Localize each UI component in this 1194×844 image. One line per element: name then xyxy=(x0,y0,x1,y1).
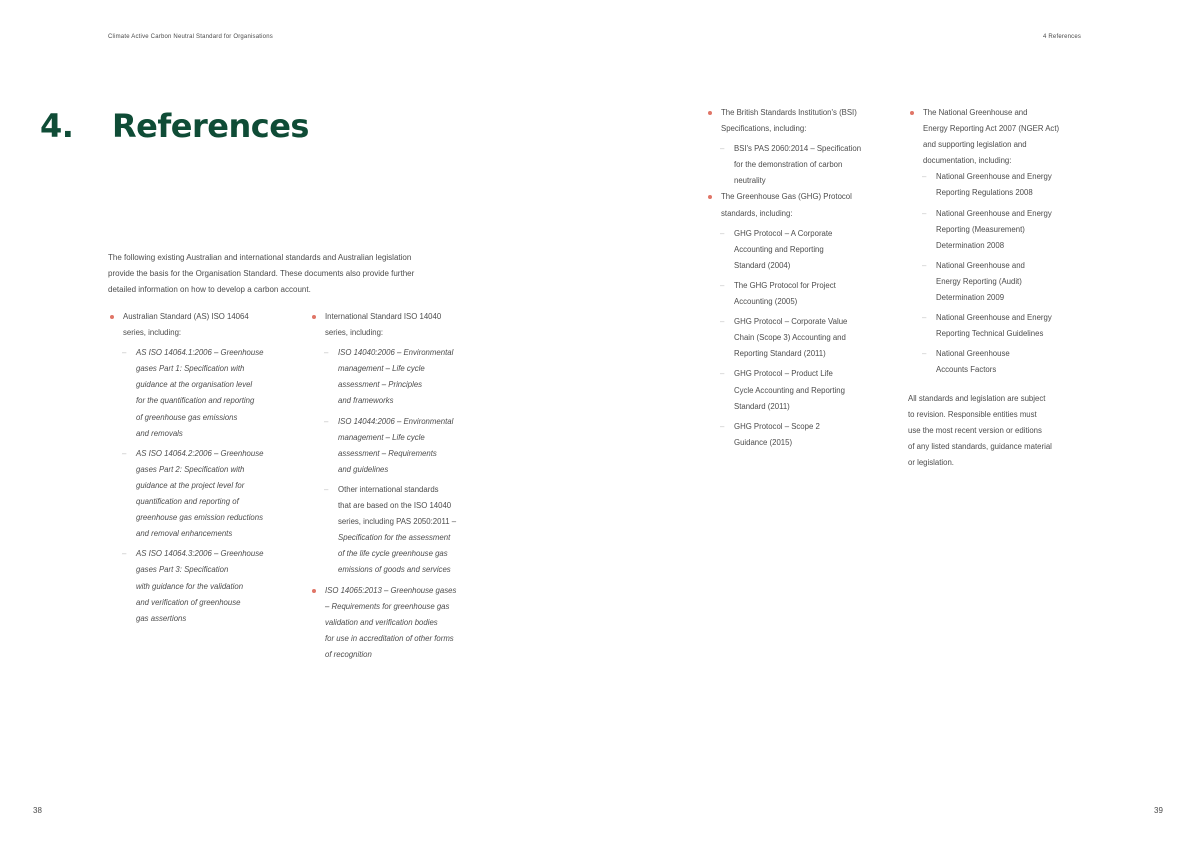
sub-text: National Greenhouse and xyxy=(936,260,1025,270)
sub-text: management – Life cycle xyxy=(338,364,425,374)
sub-list-item xyxy=(909,258,1099,306)
sub-text: AS ISO 14064.1:2006 – Greenhouse xyxy=(136,348,264,358)
dash-marker: – xyxy=(922,349,927,359)
sub-text: Reporting Technical Guidelines xyxy=(936,329,1044,339)
sub-list-item xyxy=(909,169,1099,201)
bullet-dot xyxy=(110,315,114,319)
dash-marker: – xyxy=(324,484,329,494)
note-line: of any listed standards, guidance material xyxy=(908,441,1052,451)
bullet-dot xyxy=(910,111,914,115)
sub-text: National Greenhouse and Energy xyxy=(936,313,1052,323)
dash-marker: – xyxy=(122,448,127,458)
page-title: References xyxy=(112,107,309,145)
bullet-text: standards, including: xyxy=(721,208,793,218)
note-line: All standards and legislation are subject xyxy=(908,393,1046,403)
sub-text: for the quantification and reporting xyxy=(136,396,255,406)
sub-text: Accounting and Reporting xyxy=(734,244,824,254)
list-item xyxy=(707,189,897,221)
bullet-text: series, including: xyxy=(123,328,182,338)
list-item xyxy=(311,583,506,663)
sub-text: Cycle Accounting and Reporting xyxy=(734,385,845,395)
references-column-4 xyxy=(909,105,1099,471)
sub-text: and removals xyxy=(136,428,183,438)
sub-text: gas assertions xyxy=(136,613,187,623)
sub-text: that are based on the ISO 14040 xyxy=(338,501,452,511)
dash-marker: – xyxy=(922,313,927,323)
bullet-text: The Greenhouse Gas (GHG) Protocol xyxy=(721,192,852,202)
references-column-3 xyxy=(707,105,897,451)
sub-list-item xyxy=(707,314,897,362)
sub-text: neutrality xyxy=(734,176,766,186)
sub-text: Determination 2009 xyxy=(936,293,1005,303)
sub-text: management – Life cycle xyxy=(338,432,425,442)
sub-text: and frameworks xyxy=(338,396,394,406)
sub-text: AS ISO 14064.2:2006 – Greenhouse xyxy=(136,448,264,458)
sub-text: series, including PAS 2050:2011 – xyxy=(338,517,457,527)
dash-marker: – xyxy=(122,348,127,358)
sub-text: and guidelines xyxy=(338,464,389,474)
sub-text: with guidance for the validation xyxy=(136,581,244,591)
sub-text: National Greenhouse and Energy xyxy=(936,208,1052,218)
sub-text: assessment – Principles xyxy=(338,380,423,390)
sub-text: Chain (Scope 3) Accounting and xyxy=(734,333,846,343)
bullet-dot xyxy=(708,111,712,115)
sub-text: Reporting (Measurement) xyxy=(936,224,1025,234)
sub-text: of the life cycle greenhouse gas xyxy=(338,549,448,559)
references-column-1 xyxy=(109,309,299,627)
sub-text: GHG Protocol – Product Life xyxy=(734,369,833,379)
bullet-text: International Standard ISO 14040 xyxy=(325,312,442,321)
dash-marker: – xyxy=(922,172,927,182)
bullet-text: Specifications, including: xyxy=(721,124,807,134)
bullet-dot xyxy=(312,589,316,593)
dash-marker: – xyxy=(922,260,927,270)
list-item xyxy=(109,309,299,341)
sub-text: ISO 14044:2006 – Environmental xyxy=(338,416,454,426)
sub-text: Reporting Regulations 2008 xyxy=(936,188,1033,198)
running-header-right: 4 References xyxy=(1043,34,1082,40)
intro-line: provide the basis for the Organisation Standard. These documents also provide further xyxy=(108,269,415,279)
dash-marker: – xyxy=(720,228,725,238)
bullet-text: The National Greenhouse and xyxy=(923,108,1028,117)
sub-text: of greenhouse gas emissions xyxy=(136,412,238,422)
dash-marker: – xyxy=(122,549,127,559)
sub-list-item xyxy=(109,446,299,543)
sub-text: AS ISO 14064.3:2006 – Greenhouse xyxy=(136,549,264,559)
sub-text: for the demonstration of carbon xyxy=(734,160,843,170)
sub-text: Energy Reporting (Audit) xyxy=(936,276,1022,286)
sub-text: Accounts Factors xyxy=(936,365,997,375)
sub-text: Other international standards xyxy=(338,484,439,494)
bullet-dot xyxy=(312,315,316,319)
sub-text: Guidance (2015) xyxy=(734,437,793,447)
sub-text: Standard (2004) xyxy=(734,260,791,270)
sub-text: National Greenhouse and Energy xyxy=(936,172,1052,182)
sub-text: BSI's PAS 2060:2014 – Specification xyxy=(734,144,862,154)
note-line: to revision. Responsible entities must xyxy=(908,409,1037,419)
revision-note xyxy=(908,391,1099,471)
sub-text: emissions of goods and services xyxy=(338,565,451,575)
dash-marker: – xyxy=(720,317,725,327)
sub-text: quantification and reporting of xyxy=(136,497,239,507)
sub-text: greenhouse gas emission reductions xyxy=(136,513,263,523)
references-column-2 xyxy=(311,309,506,663)
sub-text: Accounting (2005) xyxy=(734,297,798,307)
sub-list-item xyxy=(909,206,1099,254)
sub-text: Determination 2008 xyxy=(936,240,1005,250)
bullet-text: validation and verification bodies xyxy=(325,617,438,627)
sub-text: gases Part 1: Specification with xyxy=(136,364,245,374)
sub-text: GHG Protocol – Corporate Value xyxy=(734,317,848,327)
sub-text: gases Part 3: Specification xyxy=(136,565,229,575)
sub-text: gases Part 2: Specification with xyxy=(136,464,245,474)
bullet-text: Energy Reporting Act 2007 (NGER Act) xyxy=(923,124,1060,134)
sub-text: and removal enhancements xyxy=(136,529,233,539)
sub-text: GHG Protocol – Scope 2 xyxy=(734,421,820,431)
bullet-text: – Requirements for greenhouse gas xyxy=(325,601,450,611)
bullet-text: ISO 14065:2013 – Greenhouse gases xyxy=(325,585,457,595)
running-header-left: Climate Active Carbon Neutral Standard for Organisations xyxy=(108,34,273,40)
sub-list-item xyxy=(311,414,506,478)
intro-paragraph xyxy=(108,250,488,299)
sub-list-item xyxy=(707,366,897,414)
bullet-text: documentation, including: xyxy=(923,156,1012,166)
sub-text: Reporting Standard (2011) xyxy=(734,349,826,359)
dash-marker: – xyxy=(922,208,927,218)
bullet-text: and supporting legislation and xyxy=(923,140,1027,150)
sub-text: guidance at the organisation level xyxy=(136,380,253,390)
sub-list-item xyxy=(909,346,1099,378)
sub-text: guidance at the project level for xyxy=(136,480,245,490)
intro-line: detailed information on how to develop a carbon account. xyxy=(108,285,311,295)
sub-list-item xyxy=(109,546,299,626)
list-item xyxy=(909,105,1099,169)
bullet-text: The British Standards Institution's (BSI) xyxy=(721,108,857,117)
bullet-text: for use in accreditation of other forms xyxy=(325,633,454,643)
dash-marker: – xyxy=(720,369,725,379)
note-line: use the most recent version or editions xyxy=(908,425,1042,435)
note-line: or legislation. xyxy=(908,457,954,467)
sub-text: and verification of greenhouse xyxy=(136,597,241,607)
page-number-right: 39 xyxy=(1154,806,1163,815)
list-item xyxy=(311,309,506,341)
sub-list-item xyxy=(109,345,299,442)
sub-list-item xyxy=(707,226,897,274)
sub-list-item xyxy=(311,345,506,409)
sub-text: assessment – Requirements xyxy=(338,448,437,458)
sub-list-item xyxy=(311,482,506,579)
sub-text: Standard (2011) xyxy=(734,401,790,411)
bullet-text: of recognition xyxy=(325,649,372,659)
dash-marker: – xyxy=(720,280,725,290)
dash-marker: – xyxy=(324,416,329,426)
dash-marker: – xyxy=(720,421,725,431)
intro-line: The following existing Australian and international standards and Australian legislation xyxy=(108,253,412,262)
sub-text: ISO 14040:2006 – Environmental xyxy=(338,348,454,358)
section-number: 4. xyxy=(40,107,74,145)
sub-text: The GHG Protocol for Project xyxy=(734,280,836,290)
bullet-dot xyxy=(708,195,712,199)
sub-list-item xyxy=(909,310,1099,342)
sub-text: National Greenhouse xyxy=(936,349,1010,359)
bullet-text: series, including: xyxy=(325,328,384,338)
list-item xyxy=(707,105,897,137)
sub-list-item xyxy=(707,141,897,189)
dash-marker: – xyxy=(324,348,329,358)
sub-list-item xyxy=(707,278,897,310)
sub-text: Specification for the assessment xyxy=(338,533,451,543)
sub-list-item xyxy=(707,419,897,451)
page-number-left: 38 xyxy=(33,806,42,815)
sub-text: GHG Protocol – A Corporate xyxy=(734,228,833,238)
dash-marker: – xyxy=(720,144,725,154)
bullet-text: Australian Standard (AS) ISO 14064 xyxy=(123,312,249,321)
